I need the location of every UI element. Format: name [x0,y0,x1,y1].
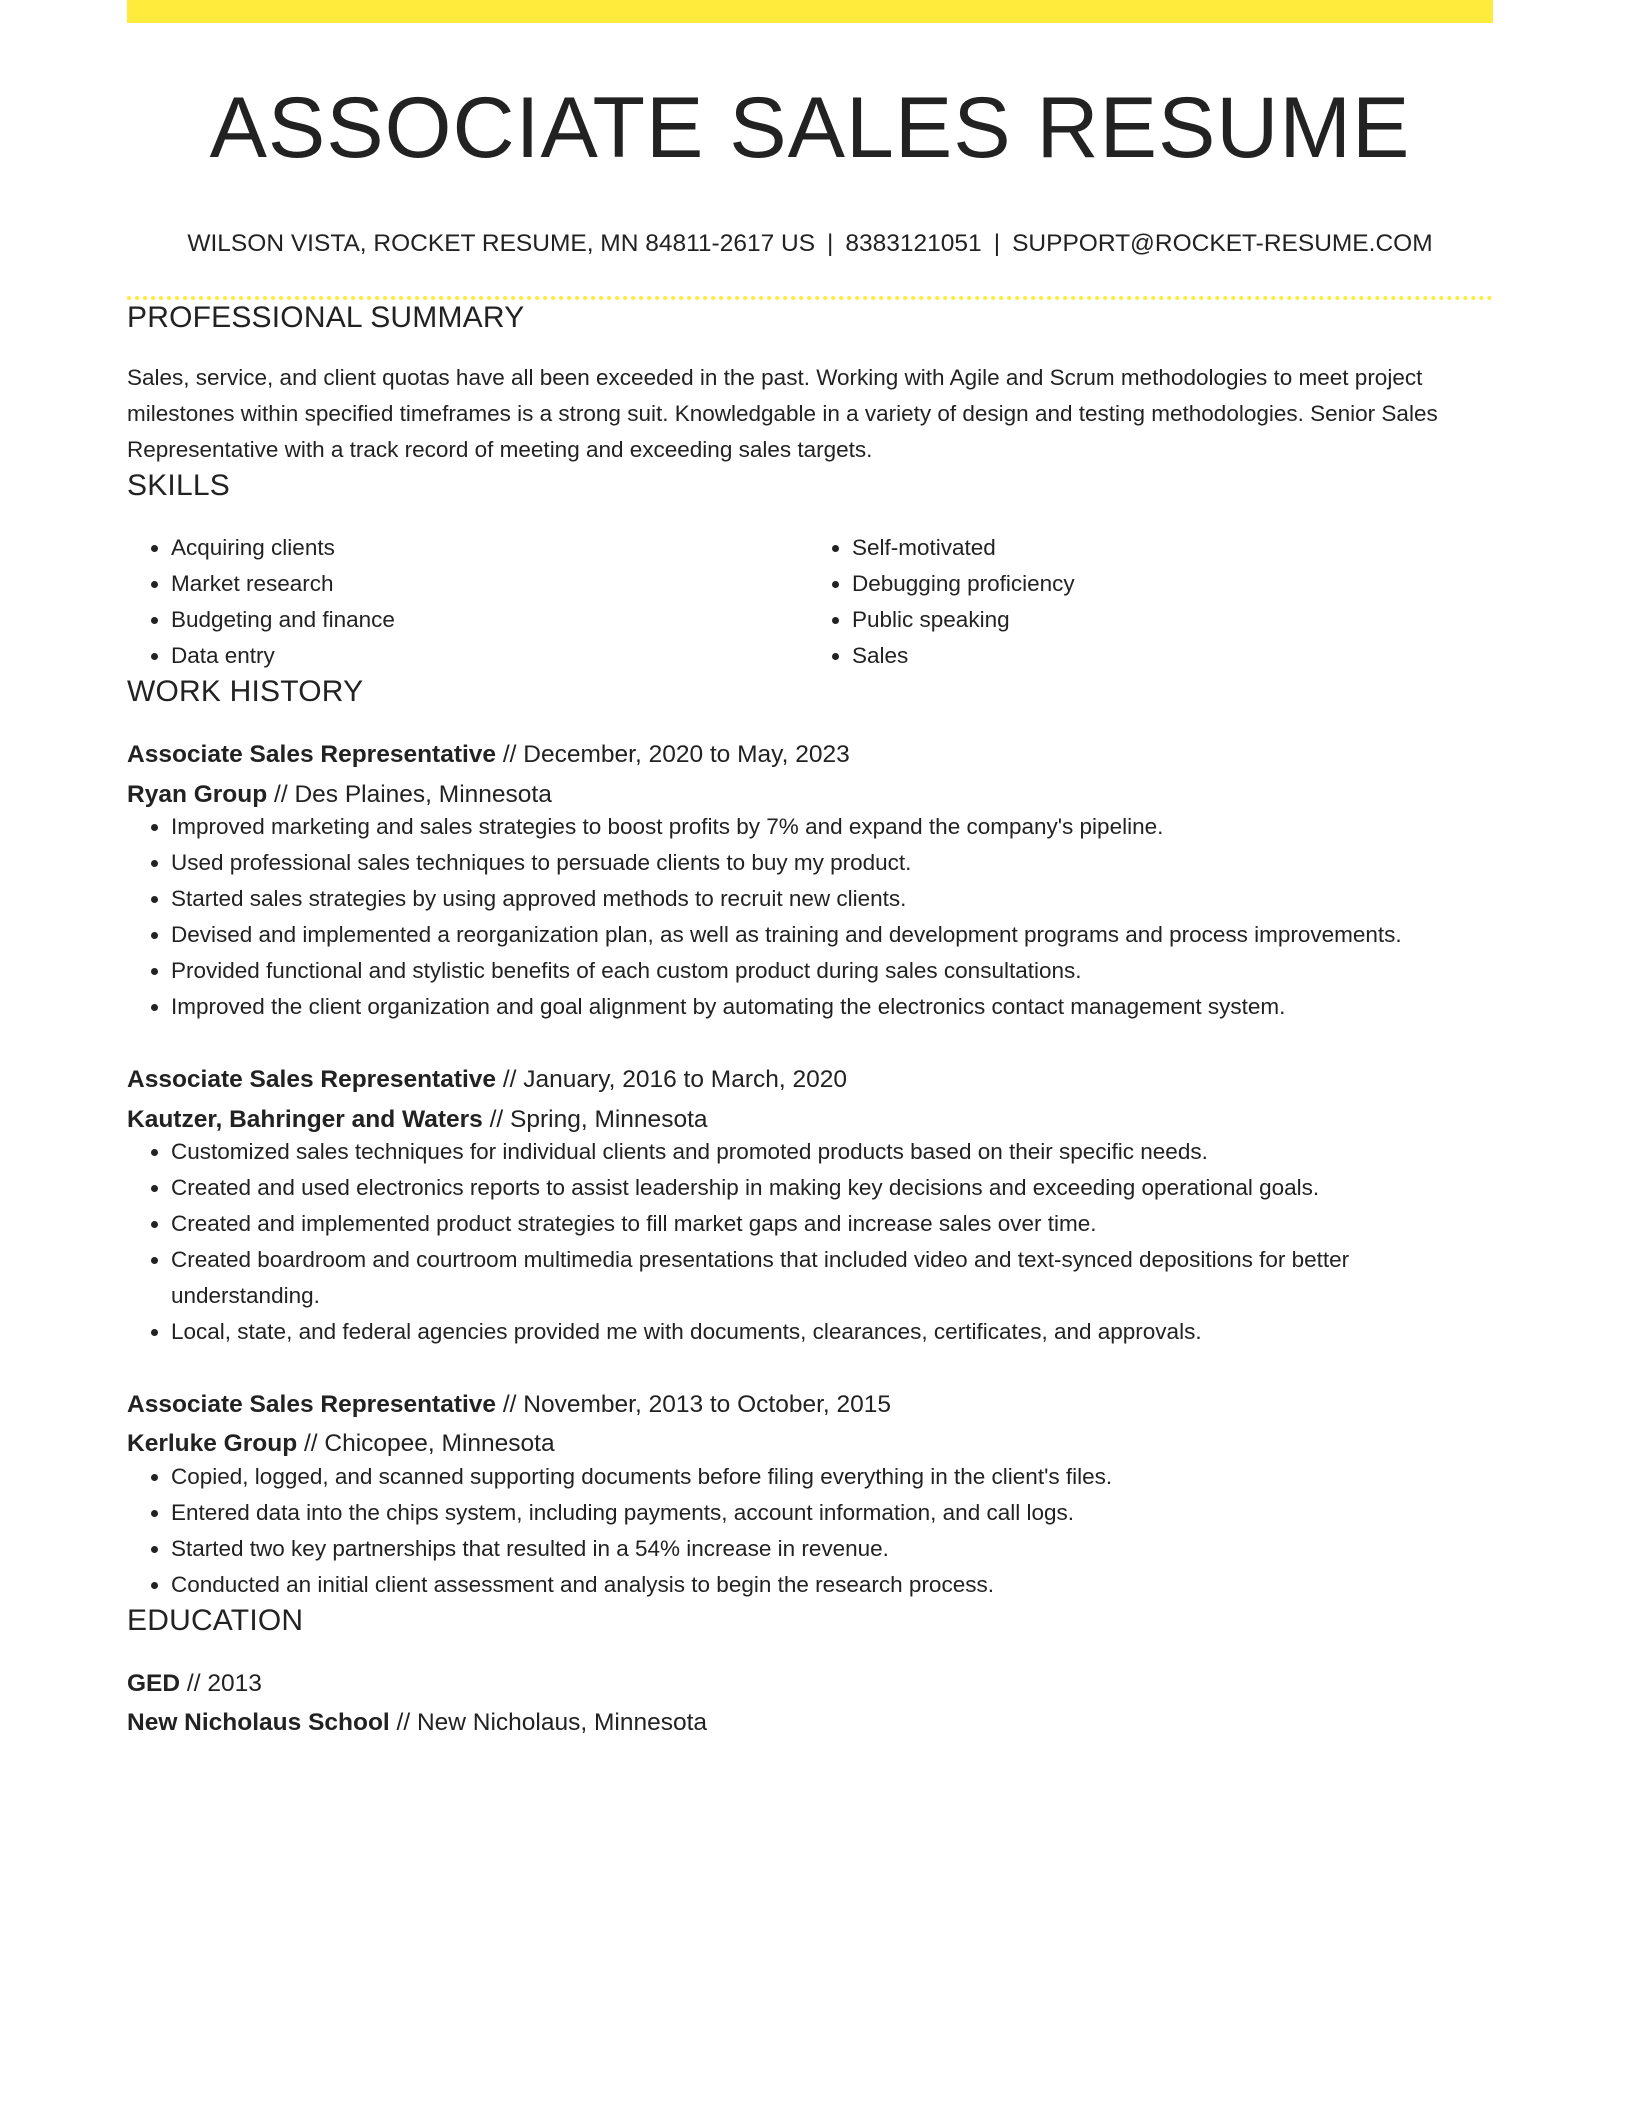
skills-heading: SKILLS [127,469,230,503]
job-bullet: • Started two key partnerships that resulted in a 54% increase in revenue. [171,1531,1493,1567]
education-degree: GED [127,1669,181,1697]
skill-item: • Market research [171,566,810,602]
job-bullets [127,809,1493,1025]
job-bullet: • Entered data into the chips system, including payments, account information, and call logs. [171,1495,1493,1531]
education-location: // New Nicholaus, Minnesota [389,1709,708,1737]
job-bullet: • Improved marketing and sales strategies to boost profits by 7% and expand the company's pipeline. [171,809,1493,845]
job-bullet: • Improved the client organization and goal alignment by automating the electronics contact management system. [171,989,1493,1025]
job-location: // Spring, Minnesota [482,1105,708,1133]
job-dates: // November, 2013 to October, 2015 [496,1390,892,1418]
job-bullets [127,1459,1493,1603]
job-bullet: • Started sales strategies by using approved methods to recruit new clients. [171,881,1493,917]
skills-list [127,530,1493,674]
job-bullet: • Created and used electronics reports to assist leadership in making key decisions and exceeding operational goals. [171,1170,1493,1206]
skill-item: • Self-motivated [852,530,1493,566]
resume-title: ASSOCIATE SALES RESUME [209,80,1411,176]
job-company: Ryan Group [127,780,268,808]
job-location: // Des Plaines, Minnesota [267,780,552,808]
job-company: Kerluke Group [127,1430,298,1458]
job-company-line [127,1429,1493,1458]
contact-phone: 8383121051 [845,230,982,257]
accent-bar [127,0,1493,23]
resume-page [127,0,1493,1738]
job-role: Associate Sales Representative [127,1066,497,1094]
job-entry [127,1065,1493,1350]
job-role-line [127,740,1493,769]
job-role-line [127,1065,1493,1094]
job-dates: // December, 2020 to May, 2023 [496,741,850,769]
job-company-line [127,1105,1493,1134]
job-role: Associate Sales Representative [127,741,497,769]
job-bullets [127,1134,1493,1350]
contact-email: SUPPORT@ROCKET-RESUME.COM [1012,230,1433,257]
job-company: Kautzer, Bahringer and Waters [127,1105,483,1133]
summary-heading: PROFESSIONAL SUMMARY [127,301,525,335]
skill-item: • Public speaking [852,602,1493,638]
skill-item: • Acquiring clients [171,530,810,566]
education-school: New Nicholaus School [127,1709,390,1737]
contact-line [127,229,1493,258]
job-company-line [127,780,1493,809]
job-role: Associate Sales Representative [127,1390,497,1418]
job-entry [127,1390,1493,1603]
summary-text: Sales, service, and client quotas have all been exceeded in the past. Working with Agile and Scrum methodologies to meet project milestones within specified timeframes is a strong suit. Knowledgable in a variety of design and testing methodologies. Senior Sales Representative with a track record of meeting and exceeding sales targets. [127,365,1438,463]
job-dates: // January, 2016 to March, 2020 [496,1066,847,1094]
skill-item: • Data entry [171,638,810,674]
education-degree-line [127,1669,1493,1698]
job-bullet: • Local, state, and federal agencies provided me with documents, clearances, certificates, and approvals. [171,1314,1493,1350]
job-bullet: • Created boardroom and courtroom multimedia presentations that included video and text-synced depositions for better understanding. [171,1242,1493,1314]
contact-address: WILSON VISTA, ROCKET RESUME, MN 84811-2617 US [187,230,816,257]
skills-column-right [810,530,1493,674]
education-heading: EDUCATION [127,1603,304,1637]
contact-separator: | [827,230,834,257]
job-location: // Chicopee, Minnesota [297,1430,555,1458]
education-school-line [127,1708,1493,1737]
contact-separator: | [993,230,1001,257]
job-bullet: • Provided functional and stylistic benefits of each custom product during sales consultations. [171,953,1493,989]
skill-item: • Debugging proficiency [852,566,1493,602]
job-role-line [127,1390,1493,1419]
job-bullet: • Devised and implemented a reorganization plan, as well as training and development programs and process improvements. [171,917,1493,953]
work-history-heading: WORK HISTORY [127,675,364,709]
job-bullet: • Copied, logged, and scanned supporting documents before filing everything in the client's files. [171,1459,1493,1495]
skill-item: • Sales [852,638,1493,674]
skills-column-left [127,530,810,674]
job-bullet: • Used professional sales techniques to persuade clients to buy my product. [171,845,1493,881]
job-bullet: • Conducted an initial client assessment and analysis to begin the research process. [171,1567,1493,1603]
job-entry [127,740,1493,1025]
job-bullet: • Created and implemented product strategies to fill market gaps and increase sales over time. [171,1206,1493,1242]
job-bullet: • Customized sales techniques for individual clients and promoted products based on their specific needs. [171,1134,1493,1170]
skill-item: • Budgeting and finance [171,602,810,638]
education-year: // 2013 [180,1669,262,1697]
